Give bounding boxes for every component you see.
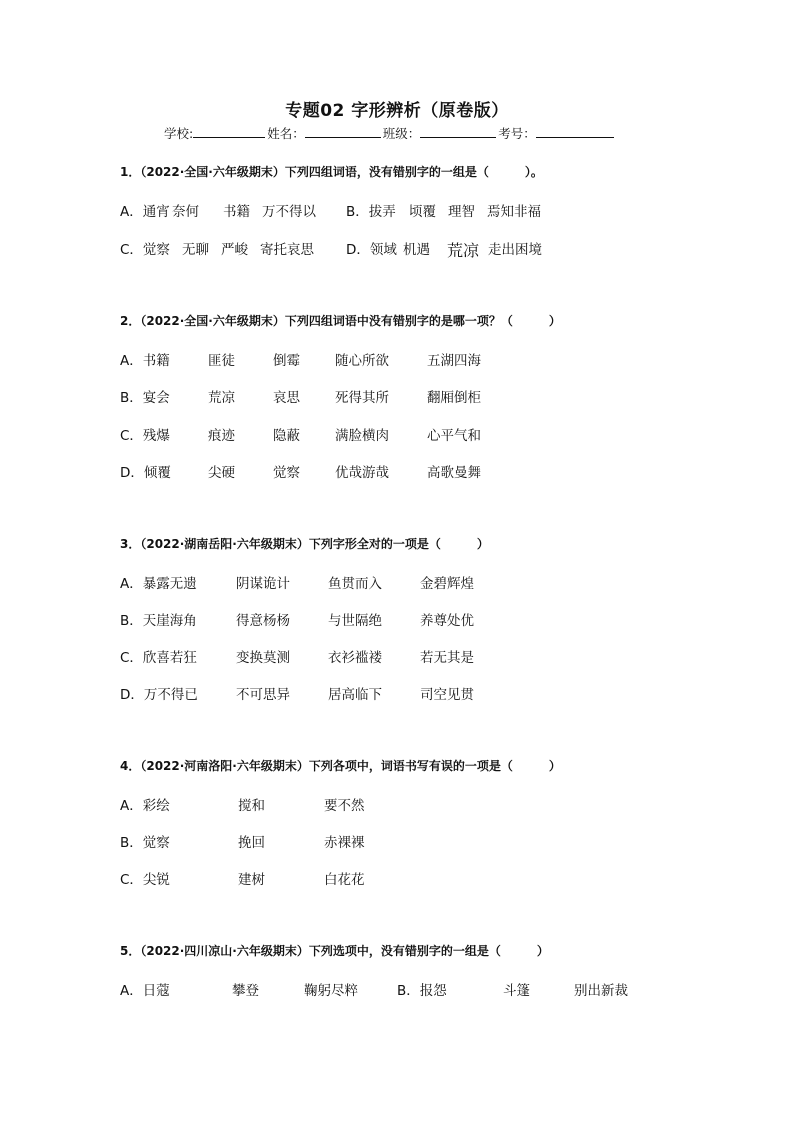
question-5-stem: 5．（2022·四川凉山·六年级期末）下列选项中，没有错别字的一组是（ ） (120, 944, 549, 958)
option-d-word-4: 走出困境 (488, 242, 542, 258)
option-word: 居高临下 (328, 687, 382, 703)
option-b-word-1: B．拔弄 (346, 204, 396, 220)
option-word: A．彩绘 (120, 798, 170, 814)
option-word: C．欣喜若狂 (120, 650, 197, 666)
option-d-word-2: 机遇 (403, 242, 430, 258)
option-word: 若无其是 (420, 650, 474, 666)
class-label: 班级： (382, 126, 421, 141)
option-a-word-2: 攀登 (232, 983, 259, 999)
option-word: D．万不得已 (120, 687, 198, 703)
option-word: 心平气和 (427, 428, 481, 444)
option-c-word-3: 严峻 (221, 242, 248, 258)
option-word: 死得其所 (335, 390, 389, 406)
option-word: 不可思异 (236, 687, 290, 703)
option-word: 白花花 (324, 872, 365, 888)
option-b-word-2: 顷覆 (409, 204, 436, 220)
option-word: 翻厢倒柜 (427, 390, 481, 406)
option-word: B．宴会 (120, 390, 170, 406)
option-word: 建树 (238, 872, 265, 888)
option-a-word-3: 书籍 (223, 204, 250, 220)
school-blank (193, 125, 265, 138)
option-word: C．尖锐 (120, 872, 170, 888)
option-word: 随心所欲 (335, 353, 389, 369)
option-word: 养尊处优 (420, 613, 474, 629)
option-a-word-4: 万不得以 (262, 204, 316, 220)
option-word: A．书籍 (120, 353, 170, 369)
option-d-word-1: D．领域 (346, 242, 397, 258)
option-word: B．觉察 (120, 835, 170, 851)
option-word: 倒霉 (273, 353, 300, 369)
page-title: 专题02 字形辨析（原卷版） (285, 101, 509, 121)
option-word: 司空见贯 (420, 687, 474, 703)
option-c-word-4: 寄托哀思 (260, 242, 314, 258)
option-word: 搅和 (238, 798, 265, 814)
option-word: 觉察 (273, 465, 300, 481)
option-word: 挽回 (238, 835, 265, 851)
option-word: 得意杨杨 (236, 613, 290, 629)
option-word: 赤裸裸 (324, 835, 365, 851)
option-a-word-1: A．日蔻 (120, 983, 170, 999)
option-word: 尖硬 (208, 465, 235, 481)
class-blank (420, 125, 496, 138)
option-word: 衣衫褴褛 (328, 650, 382, 666)
option-word: B．天崖海角 (120, 613, 197, 629)
option-word: 满脸横肉 (335, 428, 389, 444)
exam-no-blank (536, 125, 614, 138)
option-c-word-2: 无聊 (182, 242, 209, 258)
student-info-line (164, 124, 616, 142)
option-word: 痕迹 (208, 428, 235, 444)
exam-no-label: 考号： (498, 126, 536, 141)
option-word: 五湖四海 (427, 353, 481, 369)
option-b-word-2: 斗篷 (503, 983, 530, 999)
question-2-stem: 2．（2022·全国·六年级期末）下列四组词语中没有错别字的是哪一项？（ ） (120, 314, 561, 328)
option-word: 哀思 (273, 390, 300, 406)
option-b-word-4: 焉知非福 (487, 204, 541, 220)
option-word: 要不然 (324, 798, 365, 814)
option-word: A．暴露无遗 (120, 576, 197, 592)
option-d-word-3: 荒凉 (447, 241, 480, 260)
option-word: 高歌曼舞 (427, 465, 481, 481)
question-1-stem: 1．（2022·全国·六年级期末）下列四组词语，没有错别字的一组是（ ）。 (120, 165, 543, 179)
option-c-word-1: C．觉察 (120, 242, 170, 258)
question-4-stem: 4．（2022·河南洛阳·六年级期末）下列各项中，词语书写有误的一项是（ ） (120, 759, 561, 773)
option-b-word-1: B．报怨 (397, 983, 447, 999)
option-word: C．残爆 (120, 428, 170, 444)
name-blank (305, 125, 381, 138)
option-word: 阴谋诡计 (236, 576, 290, 592)
option-word: 隐蔽 (273, 428, 300, 444)
option-b-word-3: 理智 (448, 204, 475, 220)
question-3-stem: 3．（2022·湖南岳阳·六年级期末）下列字形全对的一项是（ ） (120, 537, 489, 551)
option-word: D．倾覆 (120, 465, 171, 481)
option-b-word-3: 别出新裁 (574, 983, 628, 999)
name-label: 姓名： (267, 126, 305, 141)
option-word: 鱼贯而入 (328, 576, 382, 592)
option-word: 变换莫测 (236, 650, 290, 666)
school-label: 学校: (164, 126, 194, 141)
option-word: 匪徒 (208, 353, 235, 369)
option-word: 荒凉 (208, 390, 235, 406)
option-a-word-2: 奈何 (172, 204, 199, 220)
option-word: 金碧辉煌 (420, 576, 474, 592)
option-a-word-1: A．通宵 (120, 204, 170, 220)
option-word: 与世隔绝 (328, 613, 382, 629)
option-word: 优哉游哉 (335, 465, 389, 481)
option-a-word-3: 鞠躬尽粹 (304, 983, 358, 999)
